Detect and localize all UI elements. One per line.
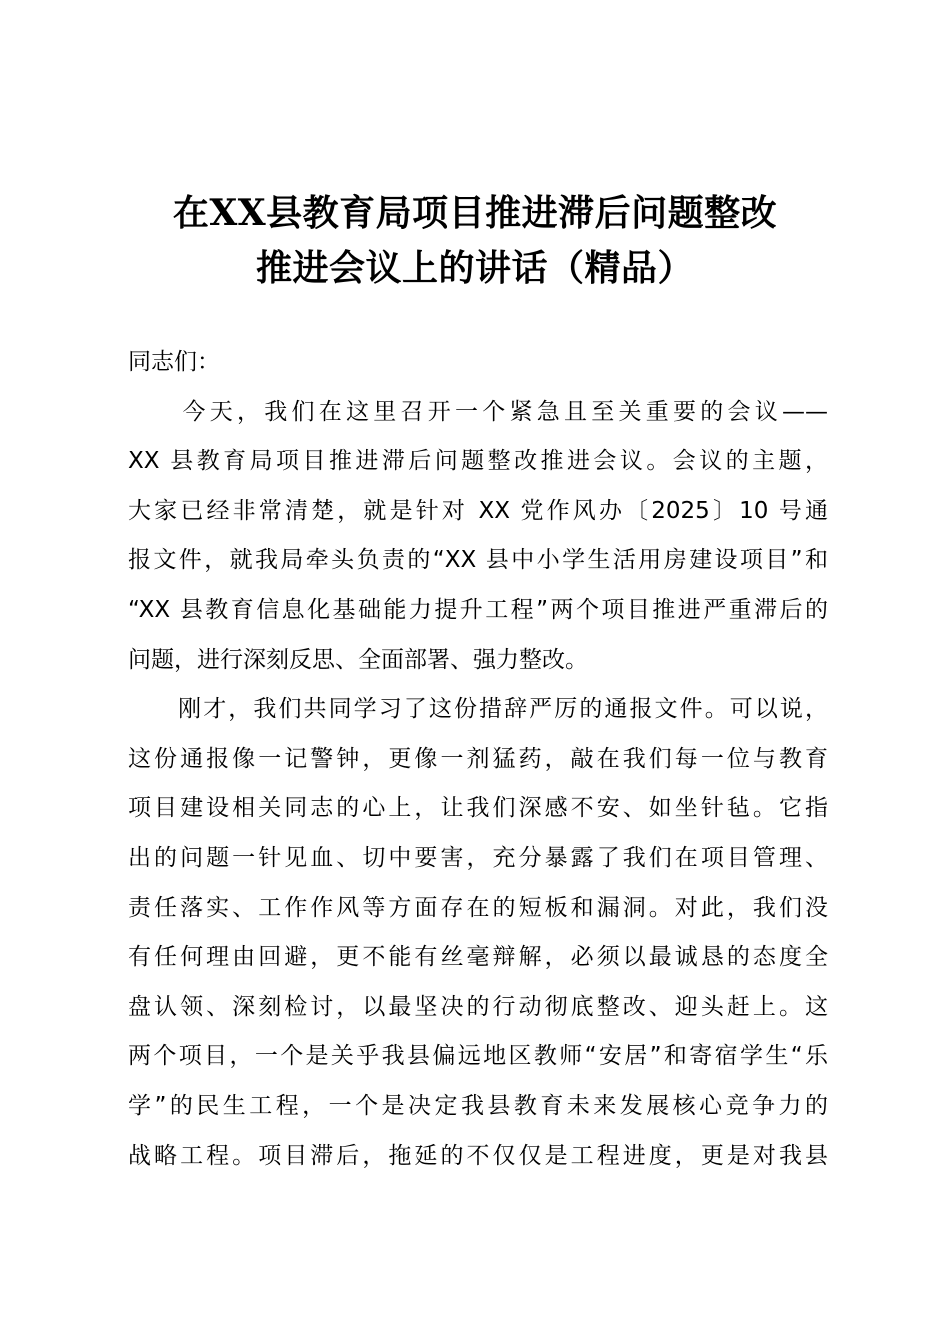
- paragraph-line: 战略工程。项目滞后，拖延的不仅仅是工程进度，更是对我县: [128, 1142, 828, 1169]
- title-line-1: 在XX县教育局项目推进滞后问题整改: [172, 192, 778, 234]
- paragraph-line: 今天，我们在这里召开一个紧急且至关重要的会议——: [128, 398, 828, 425]
- paragraph-line: 有任何理由回避，更不能有丝毫辩解，必须以最诚恳的态度全: [128, 944, 828, 971]
- paragraph-line: 问题，进行深刻反思、全面部署、强力整改。: [128, 646, 588, 673]
- paragraph-line: 大家已经非常清楚，就是针对 XX 党作风办〔2025〕10 号通: [128, 497, 828, 524]
- document-title: [100, 186, 850, 296]
- paragraph-line: 盘认领、深刻检讨，以最坚决的行动彻底整改、迎头赶上。这: [128, 993, 828, 1020]
- paragraph-line: 出的问题一针见血、切中要害，充分暴露了我们在项目管理、: [128, 844, 828, 871]
- title-line-2: 推进会议上的讲话（精品）: [255, 247, 694, 289]
- paragraph-line: 报文件，就我局牵头负责的“XX 县中小学生活用房建设项目”和: [128, 547, 828, 574]
- paragraph-line: 刚才，我们共同学习了这份措辞严厉的通报文件。可以说，: [128, 696, 828, 723]
- paragraph-2: [128, 685, 828, 1181]
- paragraph-1: [128, 388, 828, 686]
- document-body: [128, 338, 828, 1181]
- paragraph-line: XX 县教育局项目推进滞后问题整改推进会议。会议的主题，: [128, 448, 828, 475]
- paragraph-line: 项目建设相关同志的心上，让我们深感不安、如坐针毡。它指: [128, 795, 828, 822]
- salutation: 同志们：: [128, 349, 220, 375]
- paragraph-line: 学”的民生工程，一个是决定我县教育未来发展核心竞争力的: [128, 1092, 828, 1119]
- paragraph-line: 这份通报像一记警钟，更像一剂猛药，敲在我们每一位与教育: [128, 745, 828, 772]
- paragraph-line: “XX 县教育信息化基础能力提升工程”两个项目推进严重滞后的: [128, 596, 828, 623]
- paragraph-line: 责任落实、工作作风等方面存在的短板和漏洞。对此，我们没: [128, 894, 828, 921]
- paragraph-line: 两个项目，一个是关乎我县偏远地区教师“安居”和寄宿学生“乐: [128, 1043, 828, 1070]
